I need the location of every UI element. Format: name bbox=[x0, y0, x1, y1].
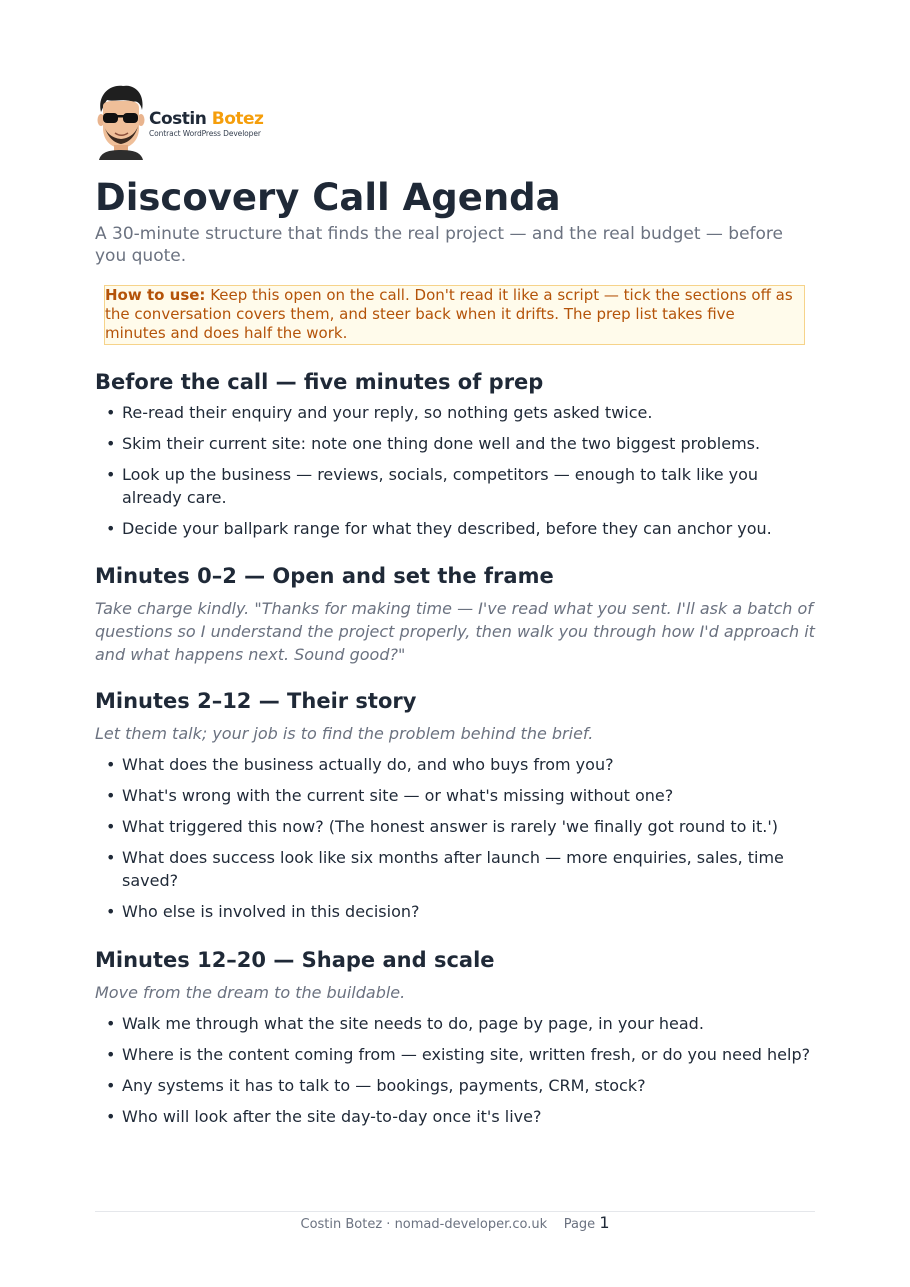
section-heading: Minutes 2–12 — Their story bbox=[95, 689, 417, 713]
list-item: • Skim their current site: note one thing done well and the two biggest problems. bbox=[95, 432, 815, 455]
list-item: • Where is the content coming from — existing site, written fresh, or do you need help? bbox=[95, 1043, 815, 1066]
page-title: Discovery Call Agenda bbox=[95, 176, 561, 219]
section-prep bbox=[95, 369, 815, 540]
page-footer bbox=[95, 1212, 815, 1236]
section-heading: Before the call — five minutes of prep bbox=[95, 370, 544, 394]
brand-first-name: Costin bbox=[149, 108, 207, 129]
list-item: • Any systems it has to talk to — bookings, payments, CRM, stock? bbox=[95, 1074, 815, 1097]
list-item: • Walk me through what the site needs to do, page by page, in your head. bbox=[95, 1012, 815, 1035]
list-item: • Look up the business — reviews, socials, competitors — enough to talk like you already care. bbox=[95, 463, 815, 509]
avatar-illustration-icon bbox=[95, 82, 147, 160]
section-intro: Let them talk; your job is to find the problem behind the brief. bbox=[95, 724, 594, 743]
list-item: • What does the business actually do, and who buys from you? bbox=[95, 753, 815, 776]
list-item: • Decide your ballpark range for what they described, before they can anchor you. bbox=[95, 517, 815, 540]
how-to-use-callout bbox=[104, 285, 805, 345]
brand-name bbox=[149, 109, 263, 129]
page-subtitle: A 30-minute structure that finds the real project — and the real budget — before you quote. bbox=[95, 224, 784, 266]
prep-list bbox=[95, 401, 815, 540]
footer-page-number: 1 bbox=[599, 1213, 610, 1232]
section-heading: Minutes 0–2 — Open and set the frame bbox=[95, 564, 554, 588]
document-page bbox=[95, 82, 815, 1136]
brand-text bbox=[149, 109, 263, 138]
section-intro: Take charge kindly. "Thanks for making time — I've read what you sent. I'll ask a batch of questions so I understand the project properly, then walk you through how I'd approach it and what happens next. Sound good?" bbox=[95, 599, 815, 664]
list-item: • What does success look like six months after launch — more enquiries, sales, time saved? bbox=[95, 846, 815, 892]
section-intro: Move from the dream to the buildable. bbox=[95, 983, 406, 1002]
brand-tagline: Contract WordPress Developer bbox=[149, 128, 261, 138]
brand-logo bbox=[95, 82, 815, 160]
list-item: • Re-read their enquiry and your reply, so nothing gets asked twice. bbox=[95, 401, 815, 424]
section-story bbox=[95, 688, 815, 923]
shape-list bbox=[95, 1012, 815, 1128]
footer-page-label: Page bbox=[563, 1217, 596, 1232]
list-item: • Who will look after the site day-to-day once it's live? bbox=[95, 1105, 815, 1128]
section-heading: Minutes 12–20 — Shape and scale bbox=[95, 948, 495, 972]
brand-last-name: Botez bbox=[211, 108, 264, 129]
footer-text: Costin Botez · nomad-developer.co.uk bbox=[300, 1217, 548, 1232]
list-item: • Who else is involved in this decision? bbox=[95, 900, 815, 923]
callout-label: How to use: bbox=[105, 286, 206, 304]
list-item: • What's wrong with the current site — or what's missing without one? bbox=[95, 784, 815, 807]
list-item: • What triggered this now? (The honest answer is rarely 'we finally got round to it.') bbox=[95, 815, 815, 838]
callout-text: Keep this open on the call. Don't read it like a script — tick the sections off as the conversation covers them, and steer back when it drifts. The prep list takes five minutes and does half the work. bbox=[105, 286, 793, 342]
section-shape bbox=[95, 947, 815, 1128]
section-open bbox=[95, 563, 815, 666]
story-list bbox=[95, 753, 815, 923]
